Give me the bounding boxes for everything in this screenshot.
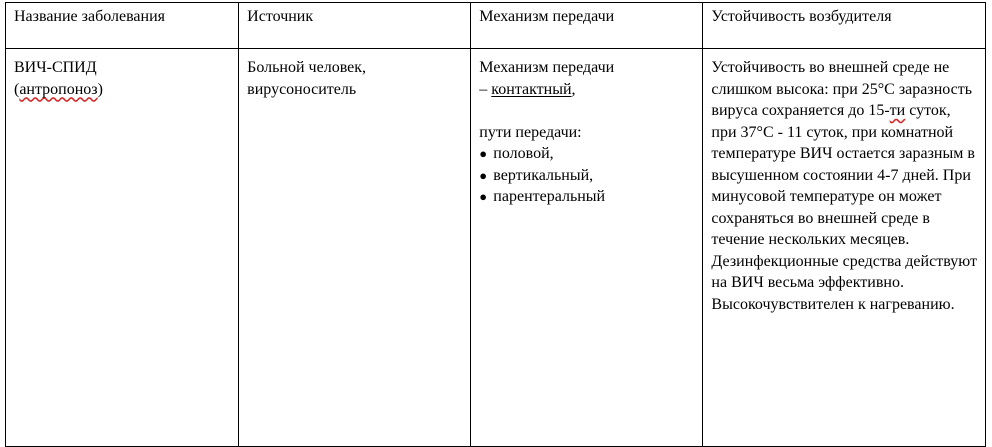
mechanism-value: контактный [491,80,572,98]
resistance-text-part1: Устойчивость во внешней среде не слишком высока: при 25°С заразность вируса сохраняется до 15- [711,59,973,119]
disease-type-line [14,79,230,101]
cell-resistance [703,49,986,447]
header-mechanism: Механизм передачи [471,3,703,49]
table-row [6,49,986,447]
resistance-text-ti: ти [889,102,906,119]
routes-label: пути передачи: [479,123,582,141]
disease-name: ВИЧ-СПИД [14,59,97,76]
mechanism-dash: – [479,80,492,98]
table-header-row [6,3,986,49]
bullet-icon: ● [479,189,488,204]
mechanism-value-line [479,79,694,101]
bullet-icon: ● [479,167,488,183]
route-label: парентеральный [493,188,606,205]
paren-open: ( [14,80,20,98]
route-label: половой, [493,145,554,162]
cell-disease [6,49,239,447]
list-item [479,143,694,165]
mechanism-comma: , [571,80,576,98]
mechanism-intro: Механизм передачи [479,59,615,76]
list-item [479,186,694,208]
paren-close: ) [97,80,103,98]
cell-source: Больной человек, вирусоноситель [239,49,471,447]
bullet-icon: ● [479,146,488,161]
header-disease: Название заболевания [6,3,239,49]
list-item [479,165,694,187]
routes-list [479,143,694,208]
disease-table [5,2,986,447]
disease-type: антропоноз [19,80,98,98]
cell-mechanism [471,49,703,447]
header-resistance: Устойчивость возбудителя [703,3,986,49]
resistance-text-part2: суток, при 37°С - 11 суток, при комнатной температуре ВИЧ остается заразным в высушенном состоянии 4-7 дней. При минусовой температуре он может сохраняться во внешней среде в течение нескольких месяцев. Дезинфекционные средства действуют на ВИЧ весьма эффективно. Высокочувствителен к нагреванию. [711,102,977,313]
header-source: Источник [239,3,471,49]
route-label: вертикальный, [493,166,594,184]
spacer [479,100,694,122]
